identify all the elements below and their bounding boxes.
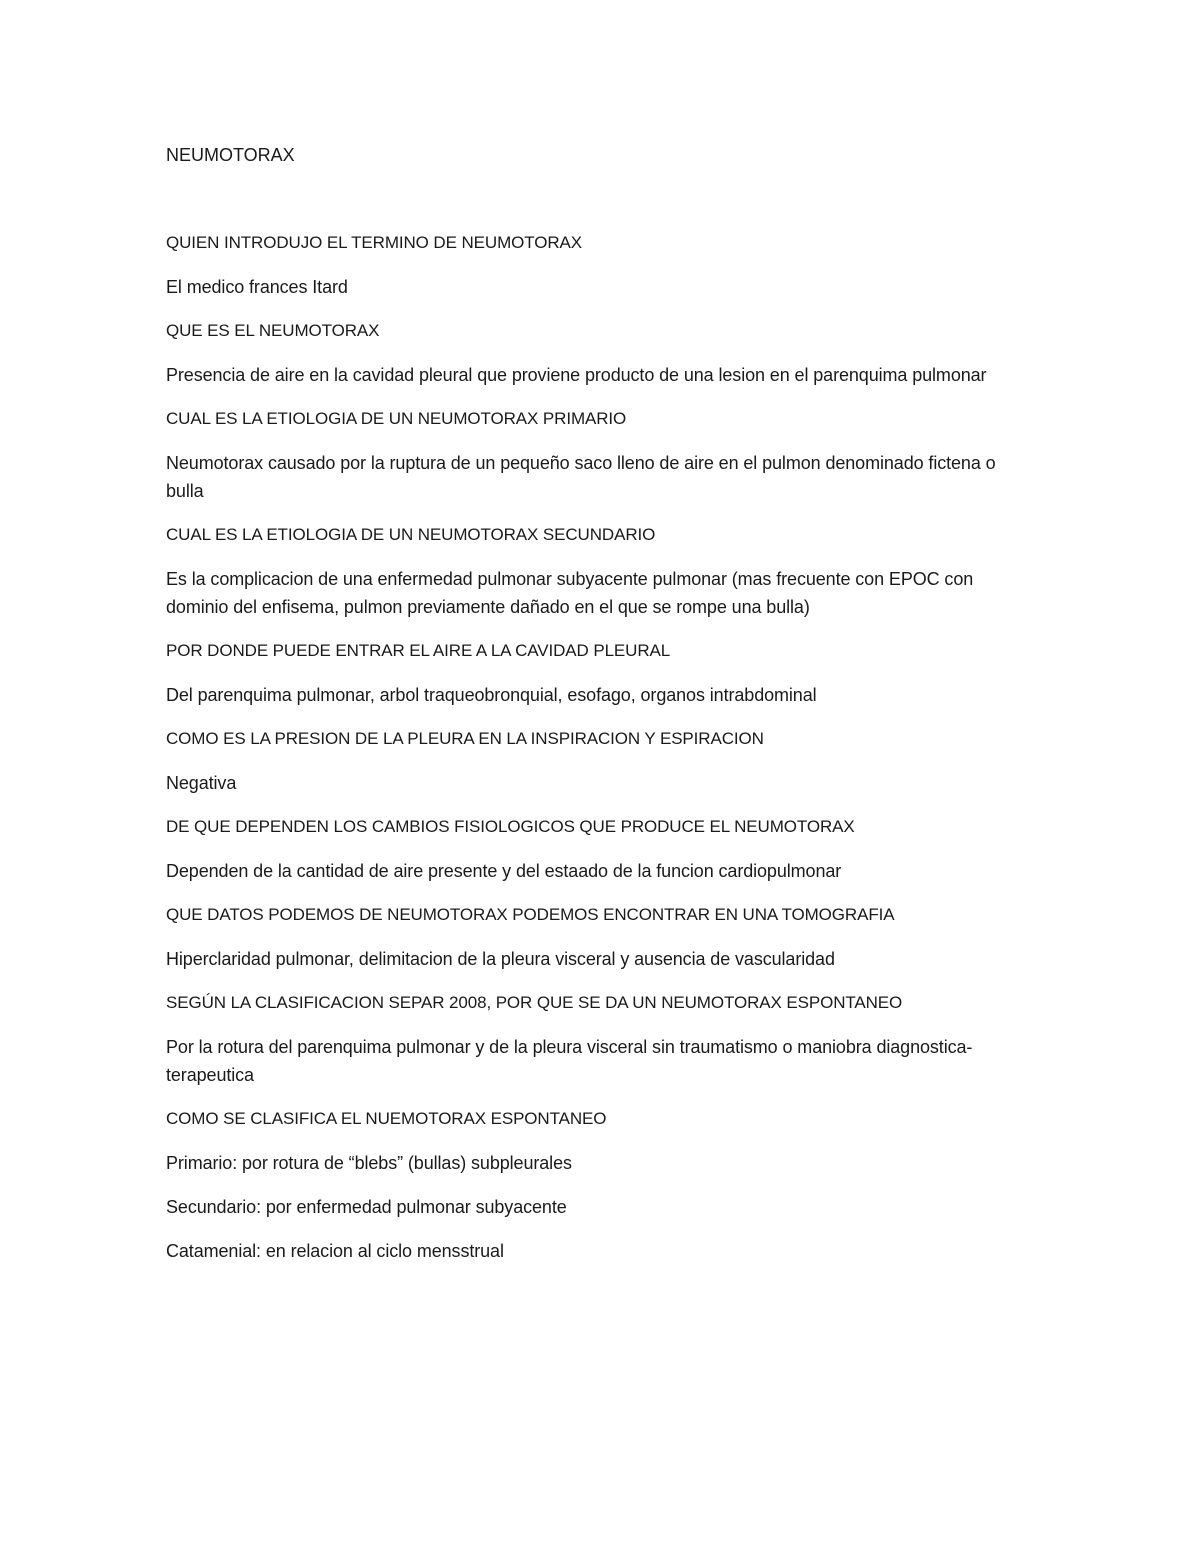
answer-paragraph: Primario: por rotura de “blebs” (bullas) subpleurales bbox=[166, 1153, 572, 1173]
answer-paragraph: Del parenquima pulmonar, arbol traqueobronquial, esofago, organos intrabdominal bbox=[166, 685, 817, 705]
answer-paragraph: Secundario: por enfermedad pulmonar subyacente bbox=[166, 1197, 567, 1217]
question-paragraph: CUAL ES LA ETIOLOGIA DE UN NEUMOTORAX SECUNDARIO bbox=[166, 525, 656, 544]
answer-paragraph: Hiperclaridad pulmonar, delimitacion de la pleura visceral y ausencia de vascularidad bbox=[166, 949, 835, 969]
question-paragraph: CUAL ES LA ETIOLOGIA DE UN NEUMOTORAX PRIMARIO bbox=[166, 409, 627, 428]
answer-paragraph: Neumotorax causado por la ruptura de un pequeño saco lleno de aire en el pulmon denominado fictena o bulla bbox=[166, 453, 996, 501]
question-paragraph: COMO SE CLASIFICA EL NUEMOTORAX ESPONTANEO bbox=[166, 1109, 607, 1128]
question-paragraph: QUE ES EL NEUMOTORAX bbox=[166, 321, 380, 340]
answer-paragraph: Es la complicacion de una enfermedad pulmonar subyacente pulmonar (mas frecuente con EPOC con dominio del enfisema, pulmon previamente dañado en el que se rompe una bulla) bbox=[166, 569, 974, 617]
answer-paragraph: Negativa bbox=[166, 773, 237, 793]
question-paragraph: DE QUE DEPENDEN LOS CAMBIOS FISIOLOGICOS QUE PRODUCE EL NEUMOTORAX bbox=[166, 817, 855, 836]
question-paragraph: QUIEN INTRODUJO EL TERMINO DE NEUMOTORAX bbox=[166, 233, 583, 252]
answer-paragraph: Por la rotura del parenquima pulmonar y de la pleura visceral sin traumatismo o maniobra diagnostica-terapeutica bbox=[166, 1037, 973, 1085]
answer-paragraph: Catamenial: en relacion al ciclo mensstrual bbox=[166, 1241, 504, 1261]
document-title: NEUMOTORAX bbox=[166, 145, 295, 165]
question-paragraph: POR DONDE PUEDE ENTRAR EL AIRE A LA CAVIDAD PLEURAL bbox=[166, 641, 671, 660]
answer-paragraph: Dependen de la cantidad de aire presente y del estaado de la funcion cardiopulmonar bbox=[166, 861, 842, 881]
answer-paragraph: Presencia de aire en la cavidad pleural que proviene producto de una lesion en el parenquima pulmonar bbox=[166, 365, 987, 385]
question-paragraph: QUE DATOS PODEMOS DE NEUMOTORAX PODEMOS ENCONTRAR EN UNA TOMOGRAFIA bbox=[166, 905, 895, 924]
question-paragraph: COMO ES LA PRESION DE LA PLEURA EN LA INSPIRACION Y ESPIRACION bbox=[166, 729, 764, 748]
document-body bbox=[166, 141, 1036, 1281]
question-paragraph: SEGÚN LA CLASIFICACION SEPAR 2008, POR QUE SE DA UN NEUMOTORAX ESPONTANEO bbox=[166, 993, 903, 1012]
answer-paragraph: El medico frances Itard bbox=[166, 277, 348, 297]
